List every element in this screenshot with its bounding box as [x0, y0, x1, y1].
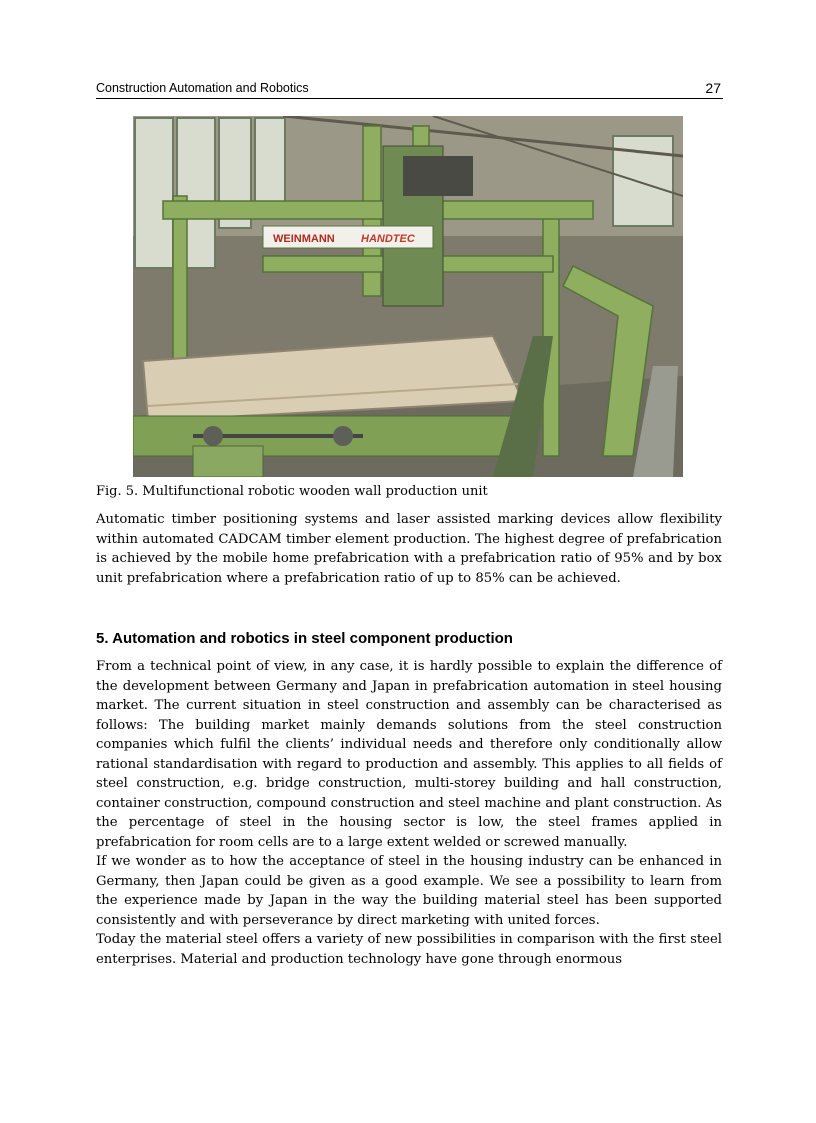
running-header	[96, 80, 723, 99]
body-paragraph: From a technical point of view, in any case, it is hardly possible to explain the difference of the development between Germany and Japan in prefabrication automation in steel housing market. The current situation in steel construction and assembly can be characterised as follows: The building market mainly demands solutions from the steel construction companies which fulfil the clients’ individual needs and therefore only conditionally allow rational standardisation with regard to production and assembly. This applies to all fields of steel construction, e.g. bridge construction, multi-storey building and hall construction, container construction, compound construction and steel machine and plant construction. As the percentage of steel in the housing sector is low, the steel frames applied in prefabrication for room cells are to a large extent welded or screwed manually.	[96, 659, 722, 850]
sign-brand-text: WEINMANN	[273, 233, 335, 245]
sign-product-text: HANDTEC	[361, 233, 415, 245]
running-header-title: Construction Automation and Robotics	[96, 81, 309, 95]
figure-caption: Fig. 5. Multifunctional robotic wooden wall production unit	[96, 484, 488, 499]
body-paragraph: Today the material steel offers a variety of new possibilities in comparison with the first steel enterprises. Material and production technology have gone through enormous	[96, 932, 722, 967]
robotic-wall-production-unit-image	[133, 116, 683, 477]
section-heading: 5. Automation and robotics in steel component production	[96, 630, 513, 647]
figure-photo	[133, 116, 683, 477]
body-paragraph: If we wonder as to how the acceptance of steel in the housing industry can be enhanced in Germany, then Japan could be given as a good example. We see a possibility to learn from the experience made by Japan in the way the building material steel has been supported consistently and with perseverance by direct marketing with united forces.	[96, 854, 722, 928]
body-paragraph: Automatic timber positioning systems and laser assisted marking devices allow flexibility within automated CADCAM timber element production. The highest degree of prefabrication is achieved by the mobile home prefabrication with a prefabrication ratio of 95% and by box unit prefabrication where a prefabrication ratio of up to 85% can be achieved.	[96, 512, 722, 586]
page-number: 27	[705, 80, 721, 96]
